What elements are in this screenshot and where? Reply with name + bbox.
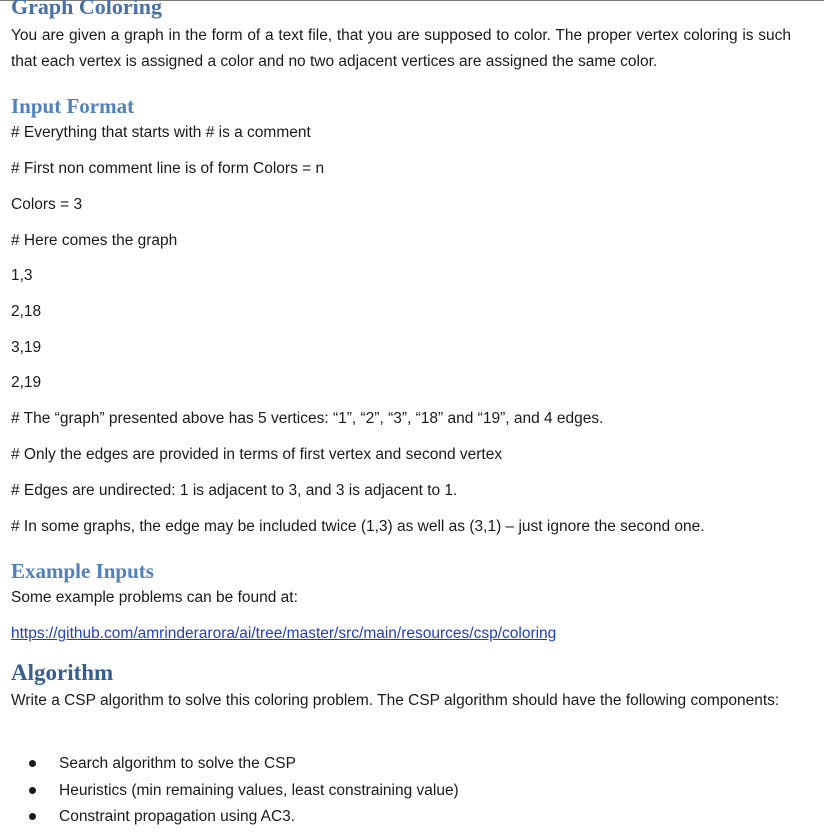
example-inputs-text: Some example problems can be found at: (11, 589, 298, 606)
input-format-line: 2,18 (11, 303, 42, 320)
page-title: Graph Coloring (11, 0, 162, 19)
input-format-line: # The “graph” presented above has 5 vertices: “1”, “2”, “3”, “18” and “19”, and 4 edges. (11, 410, 604, 427)
bullet-icon (29, 760, 36, 767)
bullet-icon (29, 787, 36, 794)
input-format-line: # In some graphs, the edge may be included twice (1,3) as well as (3,1) – just ignore the second one. (11, 518, 705, 535)
input-format-line: # Only the edges are provided in terms of first vertex and second vertex (11, 446, 503, 463)
list-item-text: Search algorithm to solve the CSP (59, 755, 296, 772)
algorithm-paragraph: Write a CSP algorithm to solve this coloring problem. The CSP algorithm should have the following components: (11, 692, 780, 709)
bullet-icon (29, 813, 36, 820)
input-format-line: 2,19 (11, 374, 42, 391)
example-inputs-heading: Example Inputs (11, 559, 154, 583)
input-format-line: 3,19 (11, 339, 42, 356)
input-format-line: 1,3 (11, 267, 33, 284)
input-format-line: # Edges are undirected: 1 is adjacent to 3, and 3 is adjacent to 1. (11, 482, 458, 499)
list-item-text: Heuristics (min remaining values, least constraining value) (59, 781, 459, 799)
algorithm-heading: Algorithm (11, 660, 114, 685)
intro-paragraph: You are given a graph in the form of a text file, that you are supposed to color. The proper vertex coloring is such that each vertex is assigned a color and no two adjacent vertices are assigned the same color. (11, 27, 791, 70)
input-format-line: # Everything that starts with # is a comment (11, 124, 311, 141)
input-format-line: # First non comment line is of form Colors = n (11, 160, 325, 177)
input-format-line: Colors = 3 (11, 196, 83, 213)
input-format-heading: Input Format (11, 94, 135, 118)
example-inputs-link[interactable]: https://github.com/amrinderarora/ai/tree/master/src/main/resources/csp/coloring (11, 625, 557, 642)
input-format-line: # Here comes the graph (11, 232, 178, 249)
list-item-text: Constraint propagation using AC3. (59, 808, 296, 825)
